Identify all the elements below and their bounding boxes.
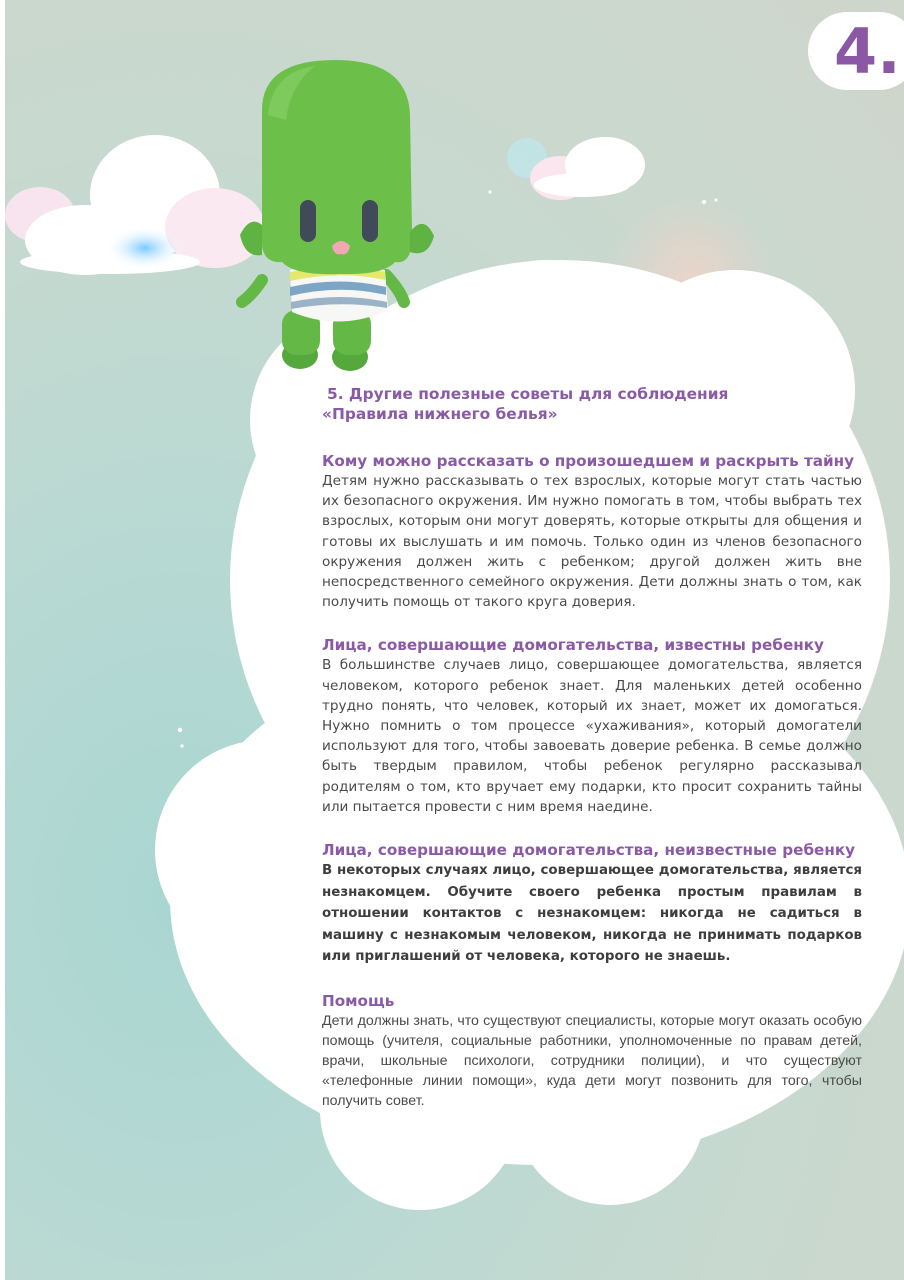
section-title-line-2: «Правила нижнего белья» — [322, 405, 558, 423]
block-text: В некоторых случаях лицо, совершающее домогательства, является незнакомцем. Обучите своего ребенка простым правилам в отношении контактов с незнакомцем: никогда не садиться в машину с незнакомым человеком, никогда не принимать подарков или приглашений от человека, которого не знаешь. — [322, 863, 862, 965]
block-who-to-tell — [322, 451, 862, 612]
block-heading: Помощь — [322, 991, 395, 1010]
section-title — [322, 384, 862, 424]
page-number-text: 4. — [834, 14, 901, 88]
sparkle — [714, 198, 717, 201]
sparkle — [702, 200, 706, 204]
block-unknown-abusers — [322, 840, 862, 968]
section-title-line-1: 5. Другие полезные советы для соблюдения — [327, 385, 729, 403]
page-number — [808, 12, 904, 90]
sparkle — [488, 190, 491, 193]
block-text: Детям нужно рассказывать о тех взрослых, которые могут стать частью их безопасного окружения. Им нужно помогать в том, чтобы выбрать тех взрослых, которым они могут доверять, которые открыты для общения и готовы их выслушать и им помочь. Только один из членов безопасного окружения должен жить с ребенком; другой должен жить вне непосредственного семейного окружения. Дети должны знать о том, как получить помощь от такого круга доверия. — [322, 473, 862, 611]
left-cloud — [5, 135, 265, 275]
right-cloud — [530, 137, 645, 200]
sparkle — [178, 728, 182, 732]
content-area — [322, 384, 862, 1112]
block-text: В большинстве случаев лицо, совершающее домогательства, является человеком, которого ребенок знает. Для маленьких детей особенно трудно понять, что человек, который их знает, может их домогаться. Нужно помнить о том процессе «ухаживания», который домогатели используют для того, чтобы завоевать доверие ребенка. В семье должно быть твердым правилом, чтобы ребенок регулярно рассказывал родителям о том, кто вручает ему подарки, кто просит сохранить тайны или пытается провести с ним время наедине. — [322, 657, 862, 815]
block-heading: Лица, совершающие домогательства, неизвестные ребенку — [322, 841, 856, 860]
block-known-abusers — [322, 635, 862, 817]
block-heading: Лица, совершающие домогательства, известны ребенку — [322, 636, 824, 655]
block-help — [322, 991, 862, 1112]
block-text: Дети должны знать, что существуют специалисты, которые могут оказать особую помощь (учителя, социальные работники, уполномоченные по правам детей, врачи, школьные психологи, сотрудники полиции), и что существуют «телефонные линии помощи», куда дети могут позвонить для того, чтобы получить совет. — [322, 1012, 862, 1110]
sparkle — [180, 744, 183, 747]
block-heading: Кому можно рассказать о произошедшем и раскрыть тайну — [322, 452, 855, 470]
